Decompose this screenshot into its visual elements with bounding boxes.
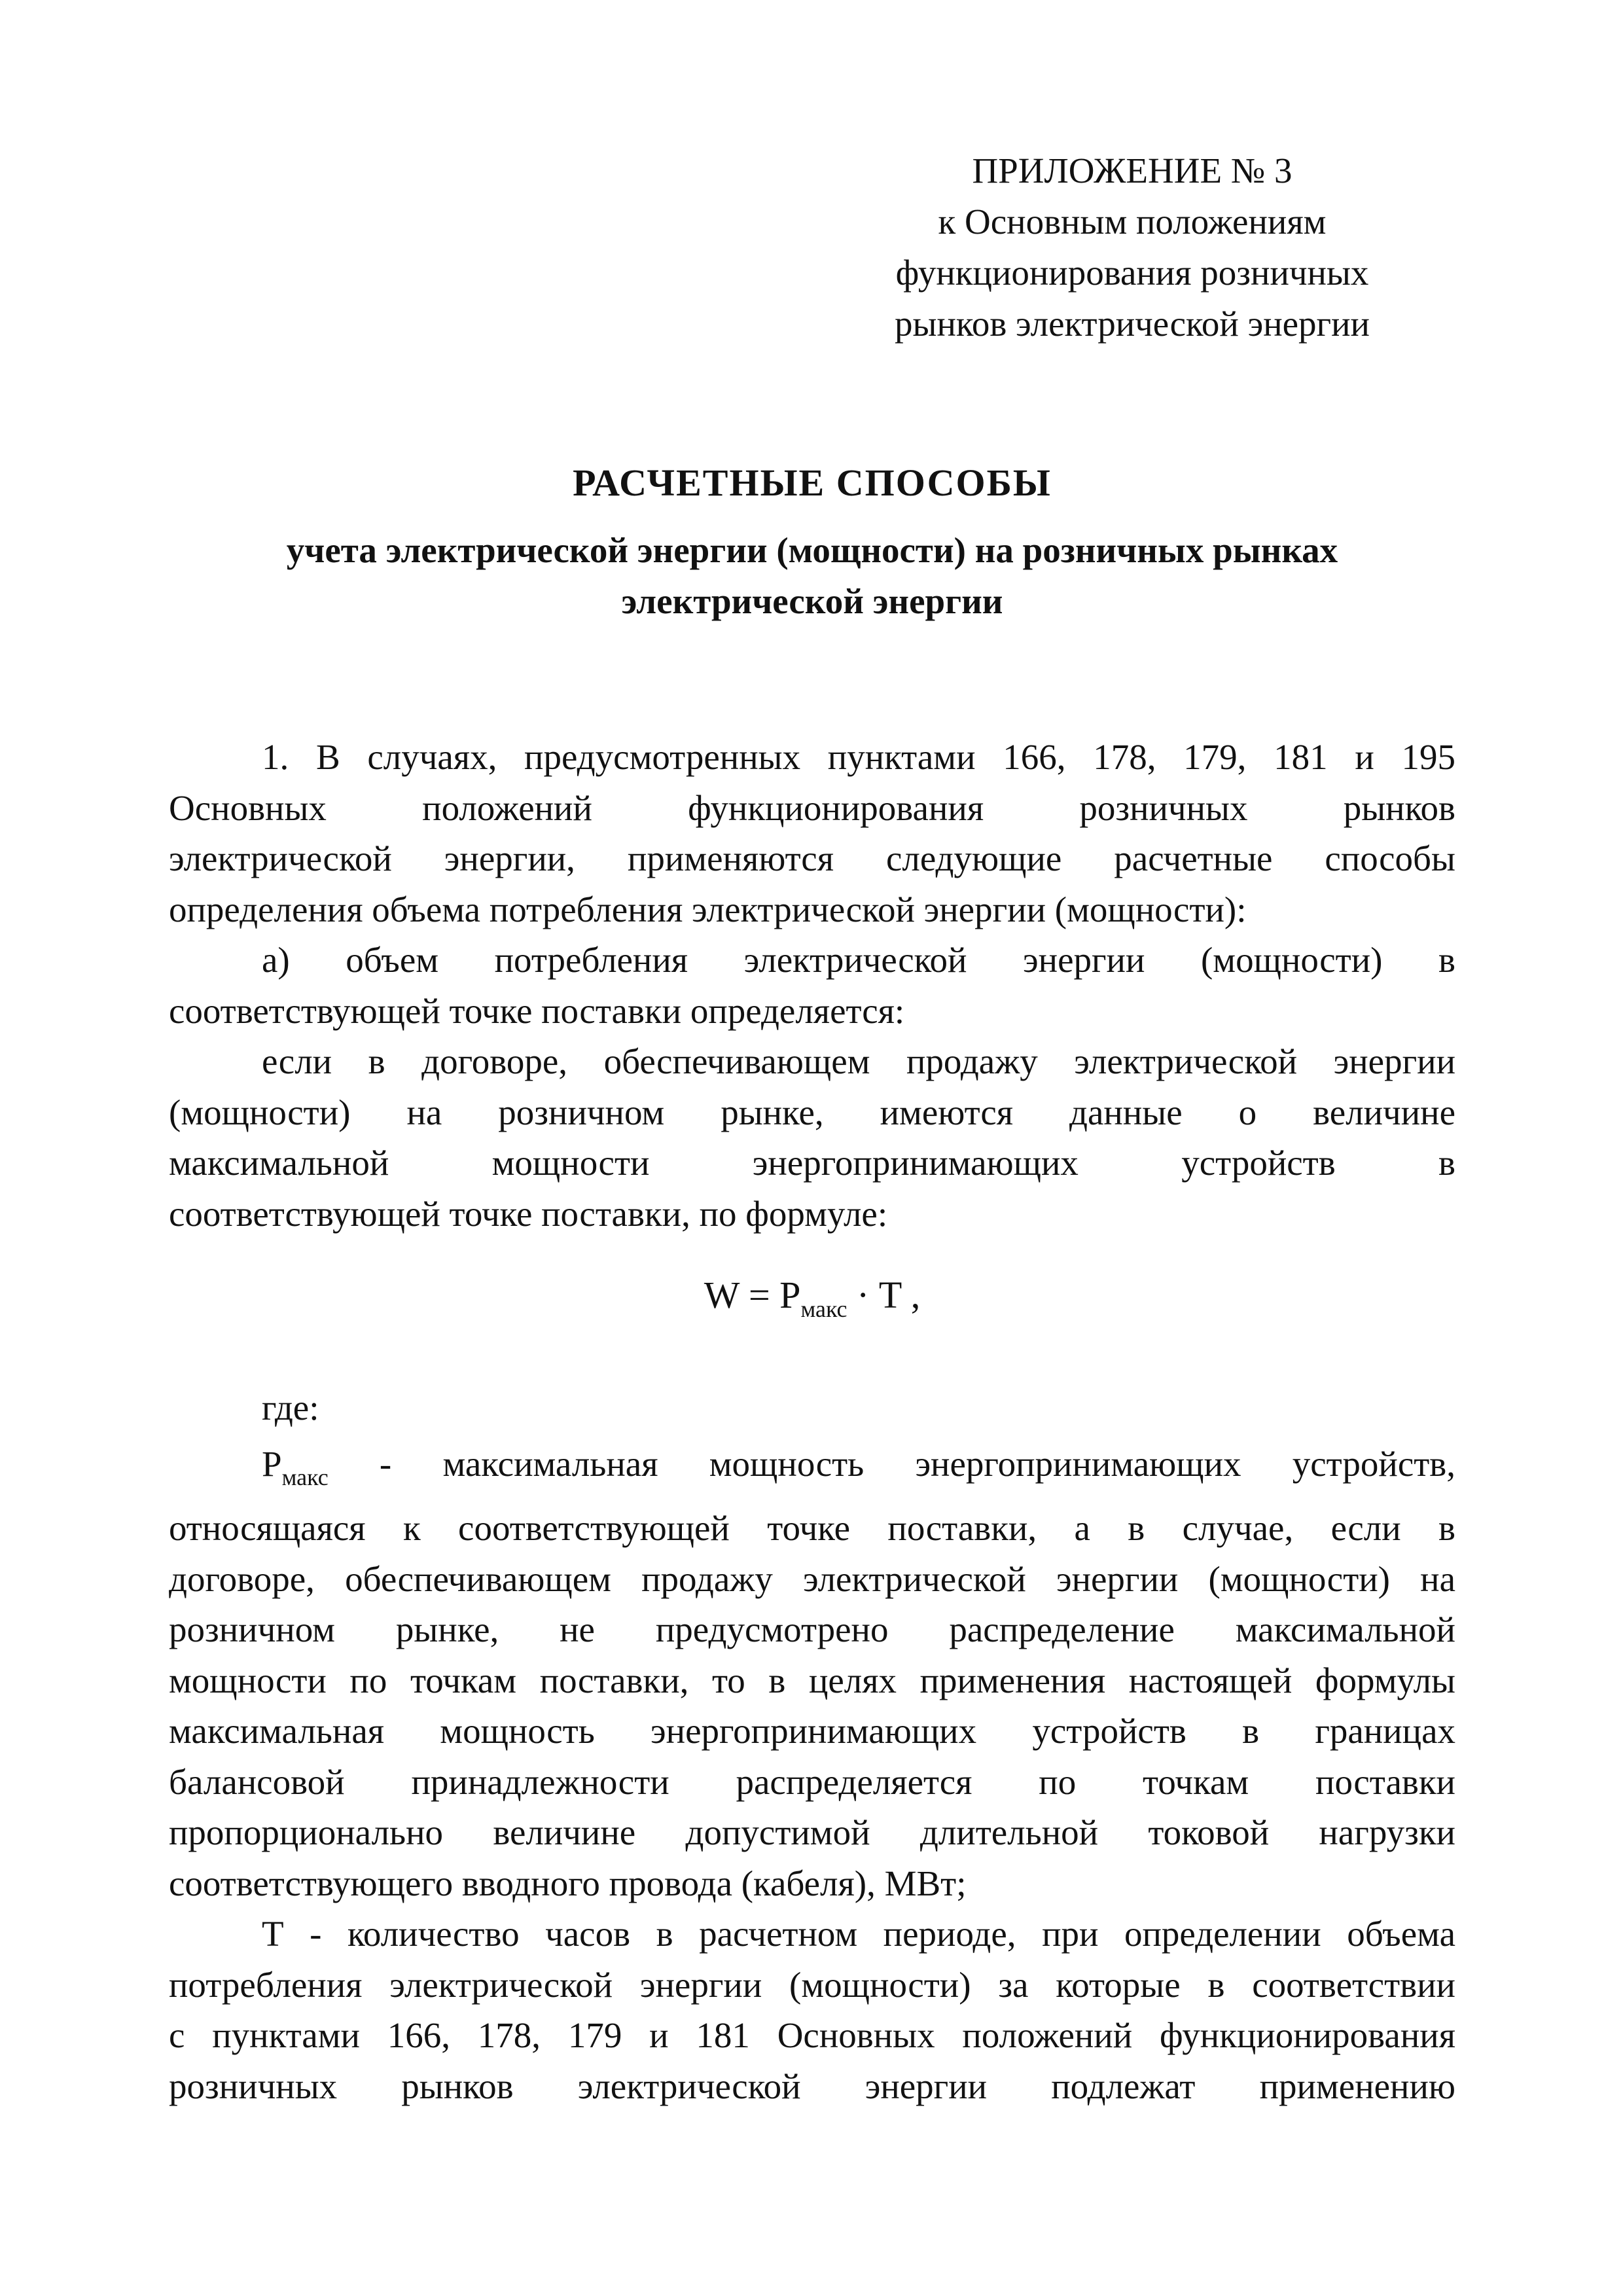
appendix-header bbox=[844, 145, 1420, 350]
where-label-block bbox=[169, 1382, 1455, 1433]
text-line: если в договоре, обеспечивающем продажу электрической энергии bbox=[262, 1041, 1455, 1081]
text-line: потребления электрической энергии (мощности) за которые в соответствии bbox=[169, 1964, 1455, 2005]
text-line: соответствующего вводного провода (кабеля), МВт; bbox=[169, 1863, 967, 1903]
text-line: балансовой принадлежности распределяется по точкам поставки bbox=[169, 1761, 1455, 1802]
appendix-line: ПРИЛОЖЕНИЕ № 3 bbox=[972, 151, 1293, 190]
paragraph-contract bbox=[169, 1036, 1455, 1239]
text-line: определения объема потребления электрической энергии (мощности): bbox=[169, 889, 1247, 929]
pmax-first-line bbox=[169, 1439, 1455, 1503]
text-line: а) объем потребления электрической энергии (мощности) в bbox=[262, 940, 1455, 980]
text-line: договоре, обеспечивающем продажу электрической энергии (мощности) на bbox=[169, 1558, 1455, 1599]
document-title bbox=[169, 457, 1455, 627]
text-line: соответствующей точке поставки определяется: bbox=[169, 990, 905, 1031]
pmax-definition bbox=[169, 1439, 1455, 1909]
text-line: Т - количество часов в расчетном периоде, при определении объема bbox=[262, 1914, 1455, 1954]
t-definition bbox=[169, 1909, 1455, 2111]
text-line: относящаяся к соответствующей точке поставки, а в случае, если в bbox=[169, 1508, 1455, 1548]
text-line: максимальной мощности энергопринимающих устройств в bbox=[169, 1143, 1455, 1183]
text-line: мощности по точкам поставки, то в целях применения настоящей формулы bbox=[169, 1660, 1455, 1700]
text-line: Основных положений функционирования розничных рынков bbox=[169, 787, 1455, 828]
paragraph-1 bbox=[169, 732, 1455, 935]
text-line: розничных рынков электрической энергии подлежат применению bbox=[169, 2066, 1455, 2106]
document-body bbox=[169, 732, 1455, 2111]
text-line: розничном рынке, не предусмотрено распределение максимальной bbox=[169, 1609, 1455, 1649]
formula-left: W = P bbox=[704, 1274, 801, 1316]
title-main: РАСЧЕТНЫЕ СПОСОБЫ bbox=[573, 461, 1052, 504]
text-line: (мощности) на розничном рынке, имеются данные о величине bbox=[169, 1092, 1455, 1132]
appendix-line: рынков электрической энергии bbox=[895, 304, 1370, 344]
pmax-subscript: макс bbox=[281, 1463, 329, 1490]
text-line: 1. В случаях, предусмотренных пунктами 166, 178, 179, 181 и 195 bbox=[262, 737, 1455, 777]
formula-subscript: макс bbox=[800, 1296, 847, 1322]
formula bbox=[169, 1269, 1455, 1335]
appendix-line: функционирования розничных bbox=[895, 253, 1369, 293]
pmax-text: - максимальная мощность энергопринимающих устройств, bbox=[328, 1443, 1455, 1484]
text-line: с пунктами 166, 178, 179 и 181 Основных положений функционирования bbox=[169, 2015, 1455, 2055]
pmax-symbol: P bbox=[262, 1443, 282, 1484]
paragraph-a bbox=[169, 935, 1455, 1036]
title-subtitle bbox=[169, 525, 1455, 627]
text-line: электрической энергии, применяются следующие расчетные способы bbox=[169, 838, 1455, 878]
subtitle-line: учета электрической энергии (мощности) на розничных рынках bbox=[286, 530, 1338, 570]
appendix-line: к Основным положениям bbox=[938, 202, 1327, 242]
text-line: пропорционально величине допустимой длительной токовой нагрузки bbox=[169, 1812, 1455, 1852]
subtitle-line: электрической энергии bbox=[621, 581, 1003, 621]
text-line: соответствующей точке поставки, по формуле: bbox=[169, 1193, 888, 1234]
formula-right: · T , bbox=[847, 1274, 921, 1316]
text-line: максимальная мощность энергопринимающих устройств в границах bbox=[169, 1711, 1455, 1751]
where-label: где: bbox=[262, 1388, 319, 1427]
